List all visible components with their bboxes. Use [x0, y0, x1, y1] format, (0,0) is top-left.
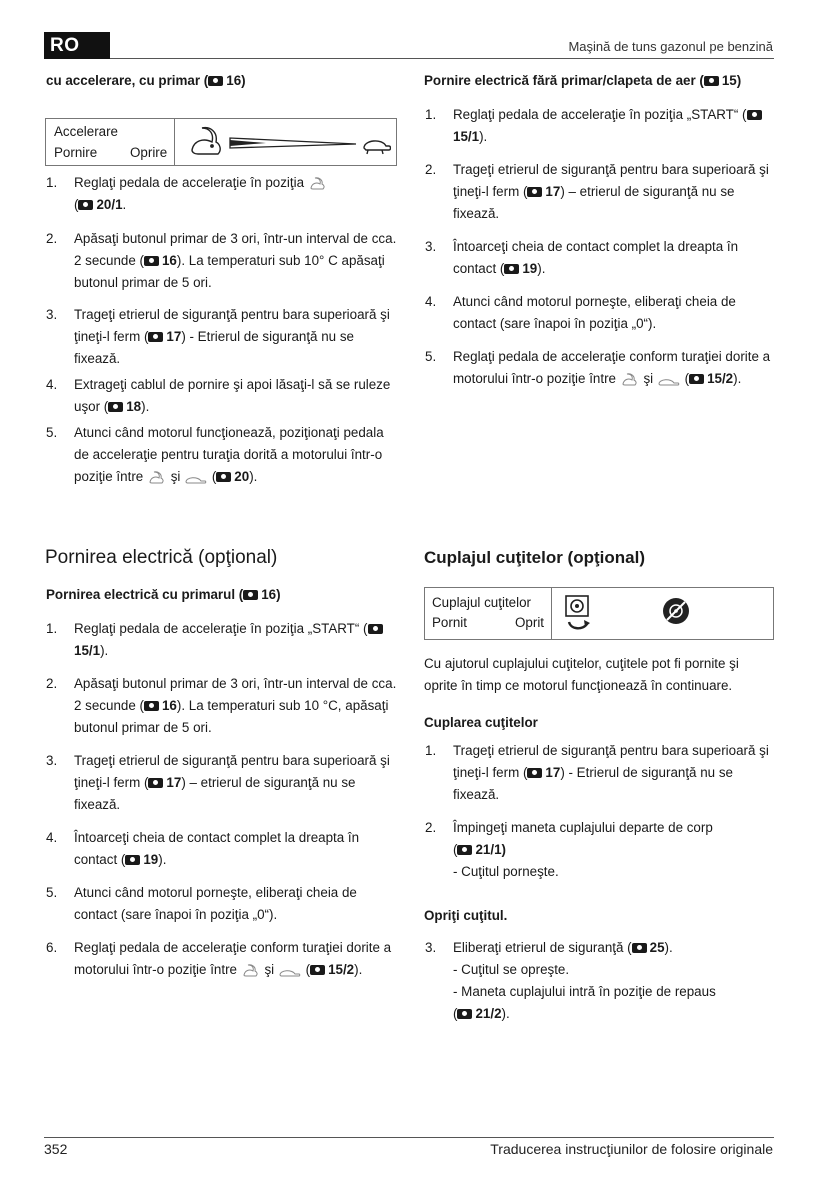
list-item: 1. Reglaţi pedala de acceleraţie în poziţia ( 20/1.: [45, 172, 397, 216]
blade-clutch-title: Cuplajul cuţitelor (opţional): [424, 548, 645, 567]
camera-icon: [208, 76, 223, 86]
turtle-icon: [657, 375, 681, 387]
camera-icon: [504, 264, 519, 274]
rabbit-icon: [192, 128, 220, 154]
blade-off-icon: [661, 596, 695, 630]
page-number: 352: [44, 1141, 68, 1157]
camera-icon: [527, 187, 542, 197]
throttle-control-box: [45, 118, 397, 166]
list-item: 2. Apăsaţi butonul primar de 3 ori, într-un interval de cca. 2 secunde ( 16). La temperaturi sub 10° C apăsaţi butonul primar de 5 ori.: [46, 231, 397, 290]
list-item: 5. Reglaţi pedala de acceleraţie conform turaţiei dorite a motorului într-o poziţie între şi ( 15/2).: [425, 349, 771, 386]
rabbit-icon: [147, 471, 167, 485]
camera-icon: [148, 332, 163, 342]
camera-icon: [747, 110, 762, 120]
header-rule: [110, 58, 774, 59]
throttle-scale-icon: [186, 122, 391, 162]
list-item: 1. Reglaţi pedala de acceleraţie în poziţia „START“ (15/1).: [424, 104, 776, 148]
blade-clutch-intro: Cu ajutorul cuplajului cuţitelor, cuţitele pot fi pornite şi oprite în timp ce motorul funcţionează în continuare.: [424, 656, 739, 693]
list-item: 3. Eliberaţi etrierul de siguranţă ( 25). - Cuţitul se opreşte. - Maneta cuplajului intră în poziţie de repaus ( 21/2).: [425, 940, 716, 1021]
language-badge: RO: [44, 32, 110, 59]
footer-title: Traducerea instrucţiunilor de folosire originale: [490, 1141, 773, 1157]
stop-label: Oprire: [130, 145, 168, 160]
turtle-icon: [278, 966, 302, 978]
left-bottom-steps: [45, 618, 397, 991]
camera-icon: [144, 701, 159, 711]
list-item: 2. Împingeţi maneta cuplajului departe de corp ( 21/1) - Cuţitul porneşte.: [425, 820, 713, 879]
box-divider: [551, 588, 552, 639]
camera-icon: [108, 402, 123, 412]
camera-icon: [125, 855, 140, 865]
list-item: 1. Reglaţi pedala de acceleraţie în poziţia „START“ (15/1).: [45, 618, 397, 662]
right-top-steps: [424, 104, 776, 400]
list-item: 1. Trageţi etrierul de siguranţă pentru bara superioară şi ţineţi-l ferm ( 17) - Etrierul de siguranţă nu se fixează.: [425, 743, 769, 802]
electric-start-title: Pornirea electrică (opţional): [45, 547, 278, 568]
blade-clutch-box: [424, 587, 774, 640]
off-label: Oprit: [515, 615, 545, 630]
list-item: 4. Întoarceţi cheia de contact complet la dreapta în contact ( 19).: [46, 830, 360, 867]
stop-steps: [424, 937, 776, 1035]
list-item: 5. Atunci când motorul funcţionează, poziţionaţi pedala de acceleraţie pentru turaţia dorită a motorului într-o poziţie între şi ( 20).: [46, 425, 384, 484]
stop-blade-heading: Opriţi cuţitul.: [424, 908, 508, 923]
camera-icon: [310, 965, 325, 975]
camera-icon: [704, 76, 719, 86]
list-item: 3. Trageţi etrierul de siguranţă pentru bara superioară şi ţineţi-l ferm ( 17) – etrierul de siguranţă nu se fixează.: [46, 753, 390, 812]
left-top-steps: [45, 172, 397, 498]
camera-icon: [144, 256, 159, 266]
turtle-icon: [364, 141, 391, 154]
engage-heading: Cuplarea cuţitelor: [424, 715, 538, 730]
start-label: Pornire: [54, 145, 98, 160]
electric-start-subheading: Pornirea electrică cu primarul ( 16): [46, 587, 281, 602]
throttle-label: Accelerare: [54, 124, 119, 139]
list-item: 4. Extrageţi cablul de pornire şi apoi lăsaţi-l să se ruleze uşor ( 18).: [46, 377, 391, 414]
left-top-heading: cu accelerare, cu primar ( 16): [46, 73, 246, 88]
list-item: 6. Reglaţi pedala de acceleraţie conform turaţiei dorite a motorului într-o poziţie între şi ( 15/2).: [46, 940, 392, 977]
list-item: 5. Atunci când motorul porneşte, eliberaţi cheia de contact (sare înapoi în poziţia „0“).: [46, 885, 357, 922]
on-label: Pornit: [432, 615, 467, 630]
camera-icon: [527, 768, 542, 778]
list-item: 2. Trageţi etrierul de siguranţă pentru bara superioară şi ţineţi-l ferm ( 17) – etrierul de siguranţă nu se fixează.: [425, 162, 769, 221]
box-divider: [174, 119, 175, 165]
blade-on-icon: [563, 594, 597, 634]
document-title: Maşină de tuns gazonul pe benzină: [568, 39, 773, 54]
camera-icon: [457, 845, 472, 855]
list-item: 3. Trageţi etrierul de siguranţă pentru bara superioară şi ţineţi-l ferm ( 17) - Etrierul de siguranţă nu se fixează.: [46, 307, 390, 366]
rabbit-icon: [308, 177, 328, 191]
list-item: 2. Apăsaţi butonul primar de 3 ori, într-un interval de cca. 2 secunde ( 16). La temperaturi sub 10 °C, apăsaţi butonul primar de 5 ori.: [46, 676, 397, 735]
camera-icon: [243, 590, 258, 600]
camera-icon: [148, 778, 163, 788]
list-item: 3. Întoarceţi cheia de contact complet la dreapta în contact ( 19).: [425, 239, 739, 276]
camera-icon: [632, 943, 647, 953]
list-item: 4. Atunci când motorul porneşte, eliberaţi cheia de contact (sare înapoi în poziţia „0“).: [425, 294, 736, 331]
engage-steps: [424, 740, 776, 893]
camera-icon: [457, 1009, 472, 1019]
turtle-icon: [184, 473, 208, 485]
rabbit-icon: [241, 964, 261, 978]
camera-icon: [216, 472, 231, 482]
right-top-heading: Pornire electrică fără primar/clapeta de aer ( 15): [424, 73, 742, 88]
blade-clutch-label: Cuplajul cuţitelor: [432, 595, 531, 610]
camera-icon: [368, 624, 383, 634]
rabbit-icon: [620, 373, 640, 387]
camera-icon: [78, 200, 93, 210]
camera-icon: [689, 374, 704, 384]
